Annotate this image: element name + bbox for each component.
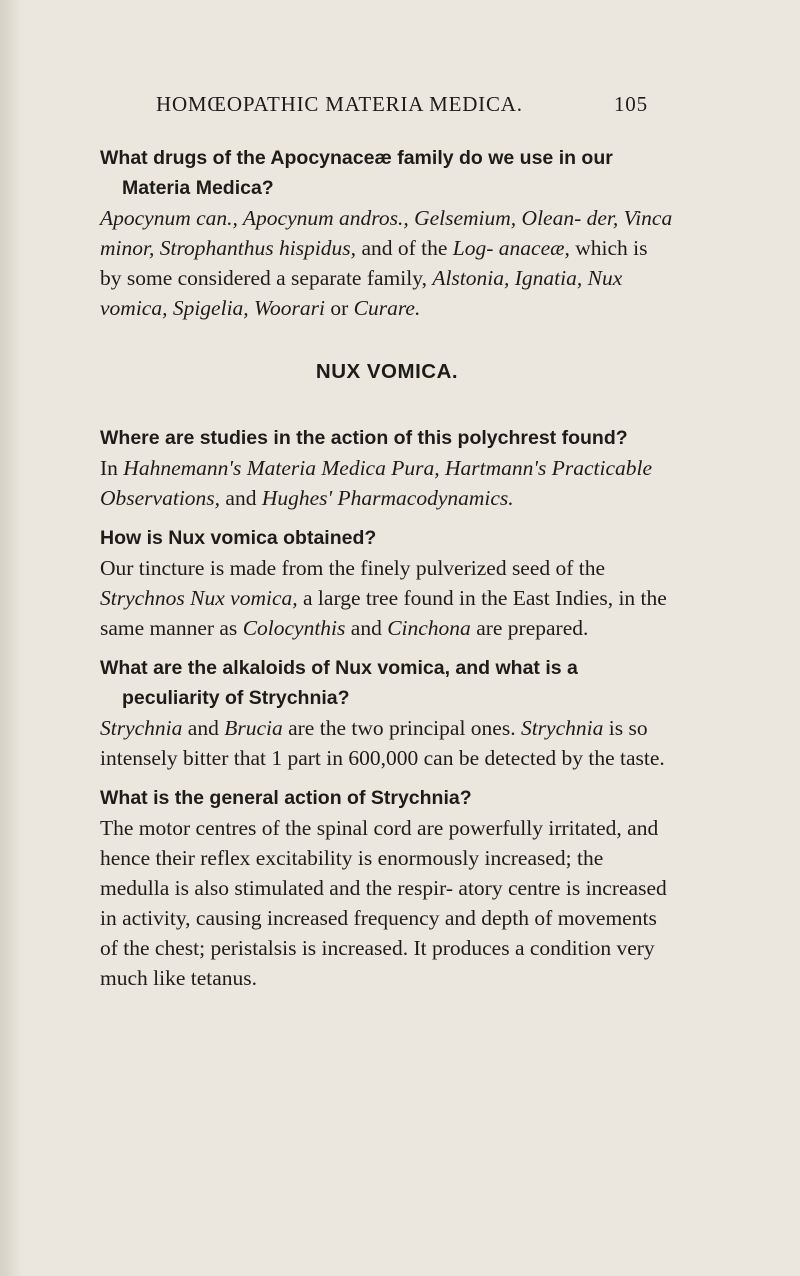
question-studies: Where are studies in the action of this polychrest found? — [100, 427, 628, 449]
answer-obtained — [100, 553, 674, 643]
question-obtained: How is Nux vomica obtained? — [100, 527, 377, 549]
answer-text: and of the — [356, 236, 453, 260]
answer-text: Our tincture is made from the finely pulverized seed of the — [100, 556, 606, 580]
answer-text-italic: Curare. — [353, 296, 421, 320]
page-gutter-shadow — [0, 0, 22, 1276]
running-title: HOMŒOPATHIC MATERIA MEDICA. — [156, 92, 523, 116]
question-general-action: What is the general action of Strychnia? — [100, 787, 472, 809]
answer-text-italic: Apocynum can., Apocynum andros., Gelsemium, Olean- der, Vinca minor, Strophanthus hispidus, — [100, 206, 673, 260]
answer-alkaloids — [100, 713, 674, 773]
answer-text: which is by some considered a separate family, — [100, 236, 648, 290]
answer-text: is so intensely bitter that 1 part in 600,000 can be detected by the taste. — [100, 716, 665, 770]
answer-text: a large tree found in the East Indies, in the same manner as — [100, 586, 667, 640]
answer-text: In — [100, 456, 124, 480]
answer-text-italic: Log- anaceæ, — [452, 236, 570, 260]
answer-text-italic: Colocynthis — [242, 616, 346, 640]
answer-text: and — [345, 616, 388, 640]
answer-text-italic: Alstonia, Ignatia, Nux vomica, Spigelia, Woorari — [100, 266, 623, 320]
answer-text: are prepared. — [470, 616, 589, 640]
answer-text: are the two principal ones. — [282, 716, 521, 740]
answer-apocynaceae — [100, 203, 674, 323]
answer-studies — [100, 453, 674, 513]
answer-text-italic: Strychnia — [520, 716, 604, 740]
answer-text: or — [324, 296, 354, 320]
answer-text-italic: Hahnemann's Materia Medica Pura, Hartmann's Practicable Observations, — [100, 456, 652, 510]
answer-text-italic: Strychnos Nux vomica, — [100, 586, 298, 610]
page-body — [100, 143, 674, 1003]
section-heading: NUX VOMICA. — [315, 360, 459, 383]
question-apocynaceae: What drugs of the Apocynaceæ family do we use in our Materia Medica? — [100, 147, 613, 199]
question-alkaloids: What are the alkaloids of Nux vomica, and what is a peculiarity of Strychnia? — [100, 657, 578, 709]
answer-text-italic: Strychnia — [100, 716, 183, 740]
answer-text: and — [182, 716, 225, 740]
page-number: 105 — [614, 92, 648, 116]
answer-text-italic: Cinchona — [387, 616, 471, 640]
answer-general-action: The motor centres of the spinal cord are powerfully irritated, and hence their reflex excitability is enormously increased; the medulla is also stimulated and the respir- atory centre is increased in activity, causing increased frequency and depth of movements of the chest; peristalsis is increased. It produces a condition very much like tetanus. — [100, 816, 667, 990]
answer-text-italic: Brucia — [224, 716, 283, 740]
answer-text: and — [220, 486, 262, 510]
answer-text-italic: Hughes' Pharmacodynamics. — [261, 486, 514, 510]
